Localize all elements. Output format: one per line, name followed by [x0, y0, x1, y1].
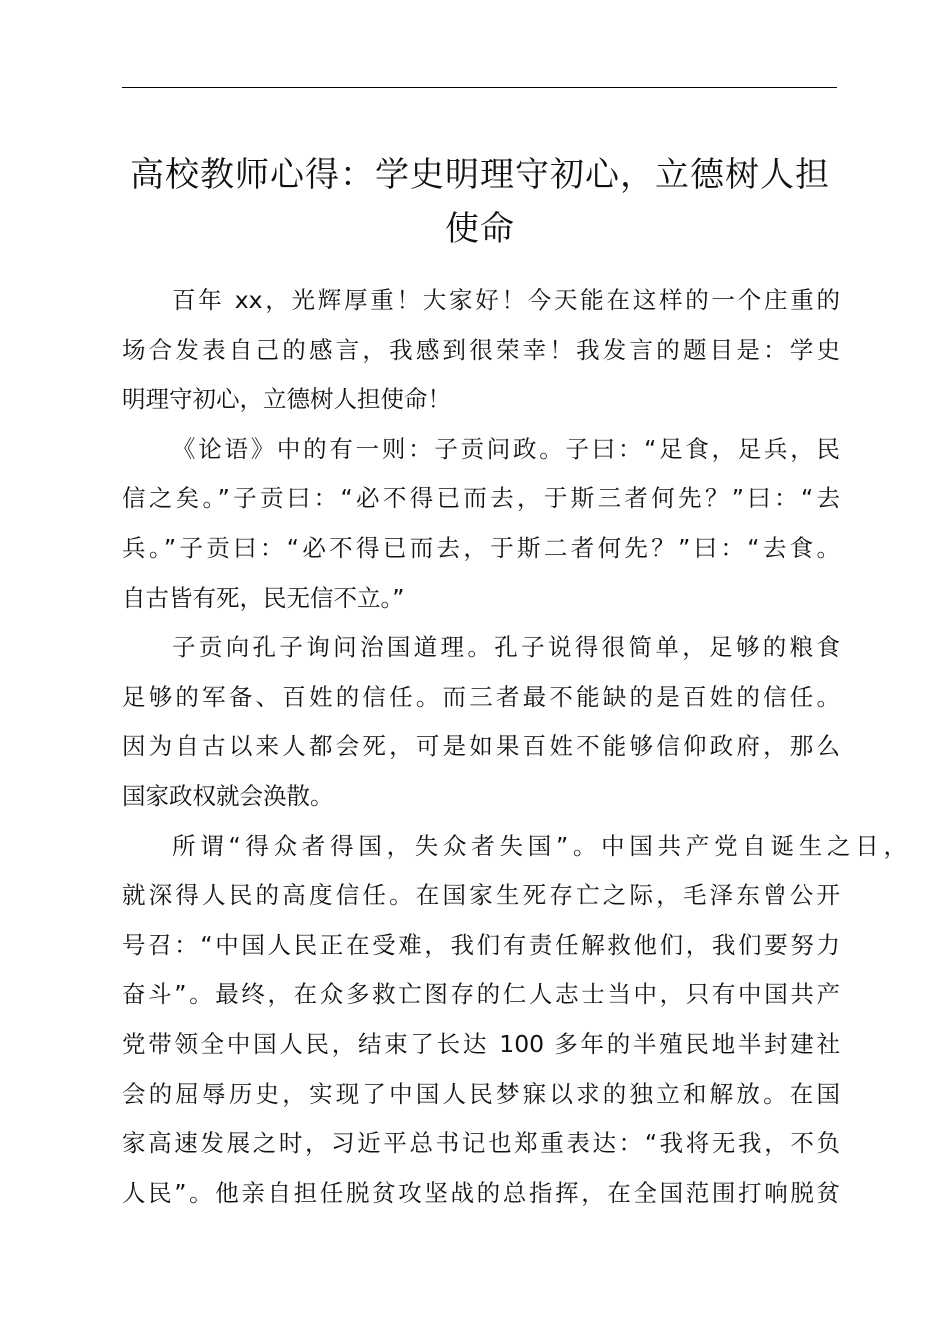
paragraph-4 — [122, 822, 907, 1219]
title-line: 使命 — [445, 209, 515, 249]
text-line: 信之矣。”子贡曰：“必不得已而去，于斯三者何先？”曰：“去 — [122, 484, 840, 513]
text-line: 因为自古以来人都会死，可是如果百姓不能够信仰政府，那么 — [122, 732, 840, 761]
text-line: 所谓“得众者得国，失众者失国”。中国共产党自诞生之日， — [172, 831, 907, 860]
text-line: 国家政权就会涣散。 — [122, 781, 334, 810]
title-line: 高校教师心得：学史明理守初心，立德树人担 — [130, 155, 830, 195]
document-title — [100, 148, 860, 256]
text-line: 场合发表自己的感言，我感到很荣幸！我发言的题目是：学史 — [122, 335, 840, 364]
text-line: 《论语》中的有一则：子贡问政。子曰：“足食，足兵，民 — [172, 434, 840, 463]
text-line: 号召：“中国人民正在受难，我们有责任解救他们，我们要努力 — [122, 930, 840, 959]
text-line: 会的屈辱历史，实现了中国人民梦寐以求的独立和解放。在国 — [122, 1079, 840, 1108]
text-line: 兵。”子贡曰：“必不得已而去，于斯二者何先？”曰：“去食。 — [122, 533, 840, 562]
paragraph-1 — [122, 276, 840, 425]
text-line: 自古皆有死，民无信不立。” — [122, 583, 405, 612]
text-line: 百年 xx，光辉厚重！大家好！今天能在这样的一个庄重的 — [172, 286, 840, 314]
header-rule — [122, 87, 837, 88]
text-line: 家高速发展之时，习近平总书记也郑重表达：“我将无我，不负 — [122, 1129, 840, 1158]
document-body — [122, 276, 907, 1218]
paragraph-3 — [122, 623, 840, 821]
text-line: 足够的军备、百姓的信任。而三者最不能缺的是百姓的信任。 — [122, 682, 840, 711]
text-line: 明理守初心，立德树人担使命！ — [122, 385, 451, 414]
text-line: 人民”。他亲自担任脱贫攻坚战的总指挥，在全国范围打响脱贫 — [122, 1178, 840, 1207]
text-line: 就深得人民的高度信任。在国家生死存亡之际，毛泽东曾公开 — [122, 881, 840, 910]
text-line: 党带领全中国人民，结束了长达 100 多年的半殖民地半封建社 — [122, 1029, 840, 1058]
text-line: 子贡向孔子询问治国道理。孔子说得很简单，足够的粮食 — [172, 633, 840, 662]
paragraph-2 — [122, 425, 840, 623]
text-line: 奋斗”。最终，在众多救亡图存的仁人志士当中，只有中国共产 — [122, 980, 840, 1009]
